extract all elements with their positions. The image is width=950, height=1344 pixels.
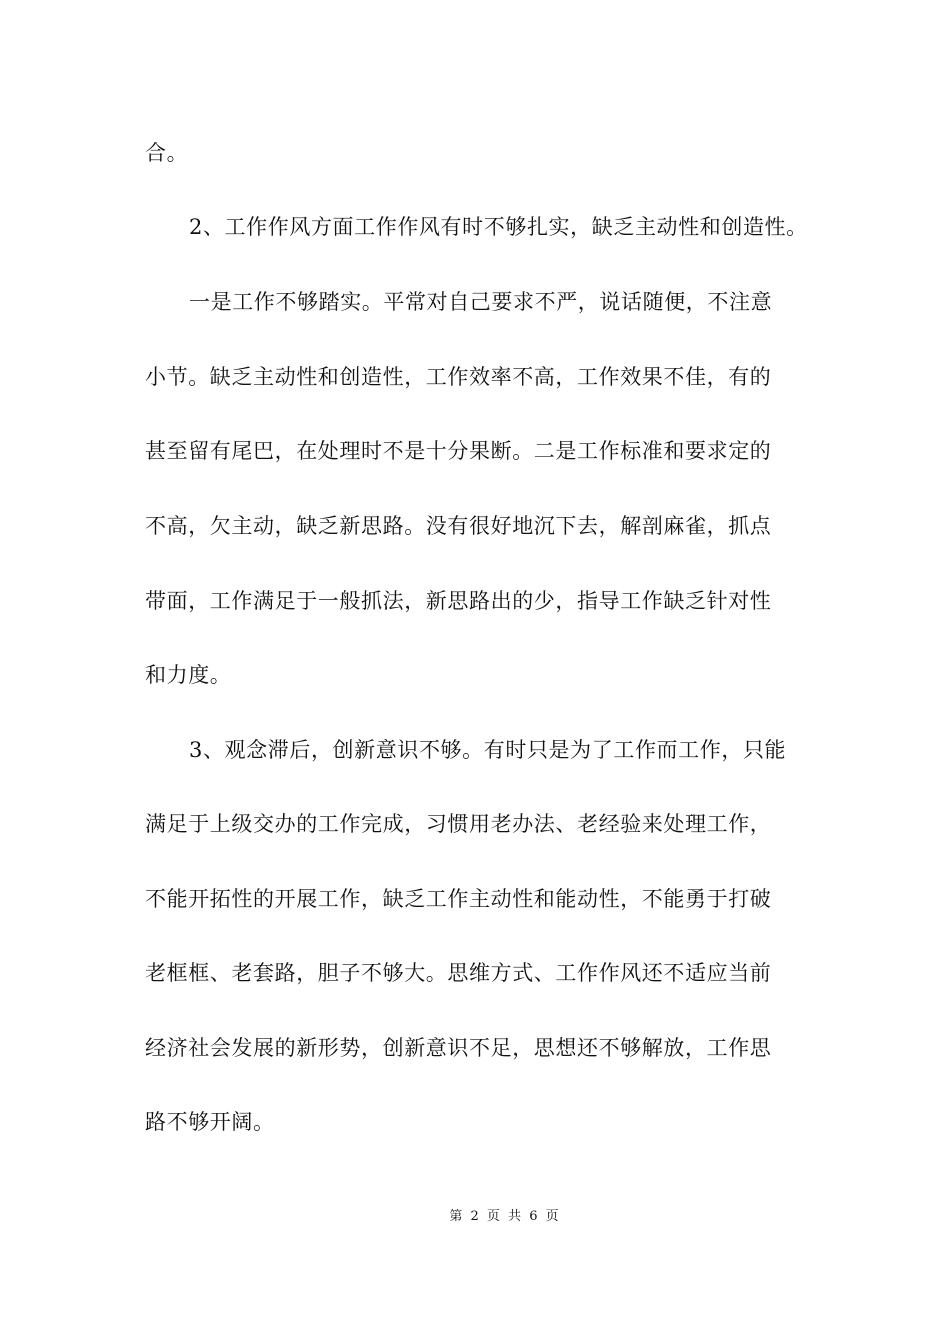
text-line: 经济社会发展的新形势，创新意识不足，思想还不够解放，工作思 <box>145 1036 772 1060</box>
text-line: 小节。缺乏主动性和创造性，工作效率不高，工作效果不佳，有的 <box>145 365 772 389</box>
text-line: 一是工作不够踏实。平常对自己要求不严，说话随便，不注意 <box>189 290 773 314</box>
text-line: 带面，工作满足于一般抓法，新思路出的少，指导工作缺乏针对性 <box>145 589 772 613</box>
text-line: 不能开拓性的开展工作，缺乏工作主动性和能动性，不能勇于打破 <box>145 887 772 911</box>
text-line: 2、工作作风方面工作作风有时不够扎实，缺乏主动性和创造性。 <box>189 215 808 239</box>
text-line: 甚至留有尾巴，在处理时不是十分果断。二是工作标准和要求定的 <box>145 439 772 463</box>
page-number-footer: 第 2 页 共 6 页 <box>449 1209 561 1224</box>
text-line: 和力度。 <box>145 663 232 687</box>
text-line: 老框框、老套路，胆子不够大。思维方式、工作作风还不适应当前 <box>145 961 772 985</box>
text-line: 满足于上级交办的工作完成，习惯用老办法、老经验来处理工作， <box>145 812 772 836</box>
text-line: 不高，欠主动，缺乏新思路。没有很好地沉下去，解剖麻雀，抓点 <box>145 514 772 538</box>
text-line: 路不够开阔。 <box>145 1110 275 1134</box>
text-line: 3、观念滞后，创新意识不够。有时只是为了工作而工作，只能 <box>189 738 787 762</box>
text-line: 合。 <box>145 141 189 165</box>
